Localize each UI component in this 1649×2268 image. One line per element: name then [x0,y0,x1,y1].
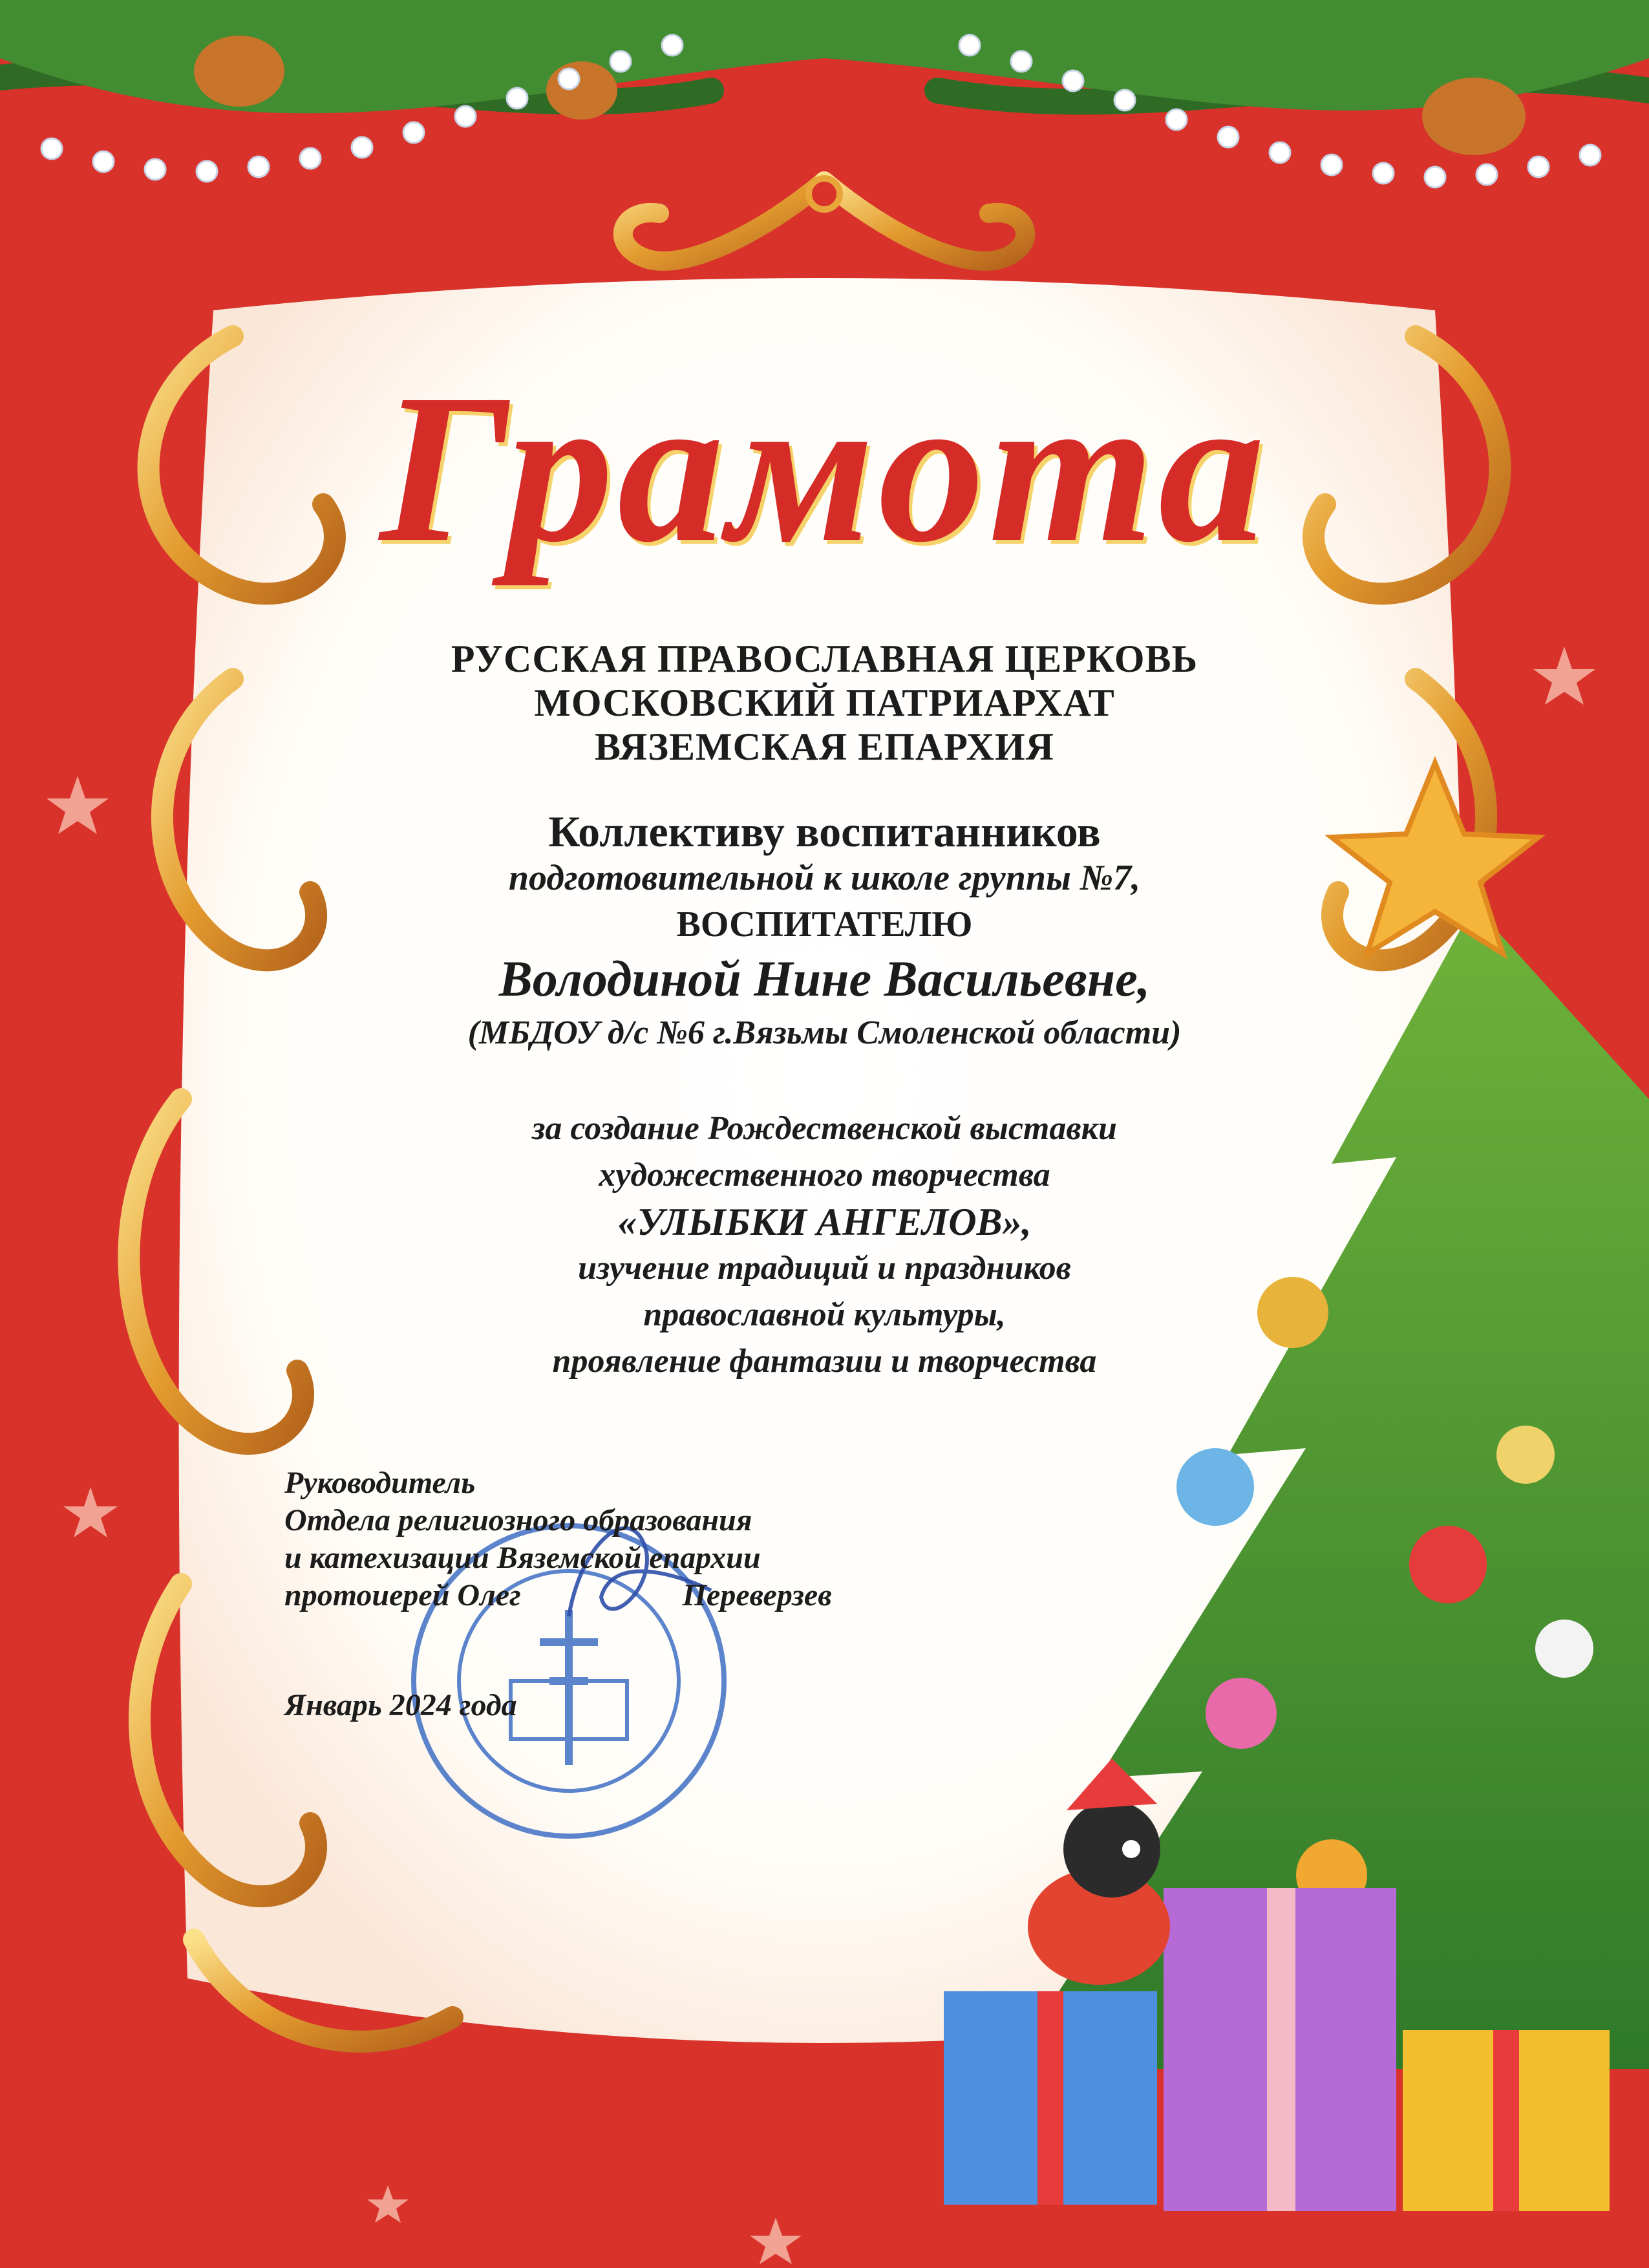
ornament-ball-icon [1206,1678,1277,1749]
signature-block [284,1464,832,1614]
issuer-line: РУССКАЯ ПРАВОСЛАВНАЯ ЦЕРКОВЬ [451,637,1198,680]
recipient-collective: Коллективу воспитанников [548,807,1101,856]
signature-first-name: протоиерей Олег [284,1578,521,1612]
signature-line: Отдела религиозного образования [284,1503,752,1537]
ornament-ball-icon [1535,1620,1593,1678]
signature-surname: Переверзев [682,1578,832,1612]
ornament-ball-icon [1496,1426,1555,1484]
issue-date: Январь 2024 года [284,1688,517,1722]
recipient-institution: (МБДОУ д/с №6 г.Вязьмы Смоленской области) [467,1014,1182,1051]
recipient-block [0,808,1649,1056]
reason-exhibition-name: «УЛЫБКИ АНГЕЛОВ», [617,1201,1032,1243]
recipient-role: ВОСПИТАТЕЛЮ [676,904,973,945]
reason-line: православной культуры, [643,1296,1006,1333]
signature-line: Руководитель [284,1466,476,1500]
ornament-ball-icon [1409,1526,1487,1603]
recipient-name: Володиной Нине Васильевне, [498,950,1151,1007]
issuer-line: МОСКОВСКИЙ ПАТРИАРХАТ [534,681,1115,724]
reason-line: за создание Рождественской выставки [532,1110,1117,1147]
reason-line: проявление фантазии и творчества [552,1343,1097,1380]
recipient-group: подготовительной к школе группы №7, [508,858,1141,898]
reason-line: изучение традиций и праздников [578,1250,1071,1287]
issuer-block [0,637,1649,769]
signature-line: и катехизации Вяземской епархии [284,1541,761,1575]
signature-name-line [284,1577,832,1614]
reason-block [0,1106,1649,1385]
reason-line: художественного творчества [599,1157,1050,1193]
issuer-line: ВЯЗЕМСКАЯ ЕПАРХИЯ [595,725,1054,768]
ornament-ball-icon [1176,1448,1254,1526]
certificate-title: Грамота [380,350,1269,586]
